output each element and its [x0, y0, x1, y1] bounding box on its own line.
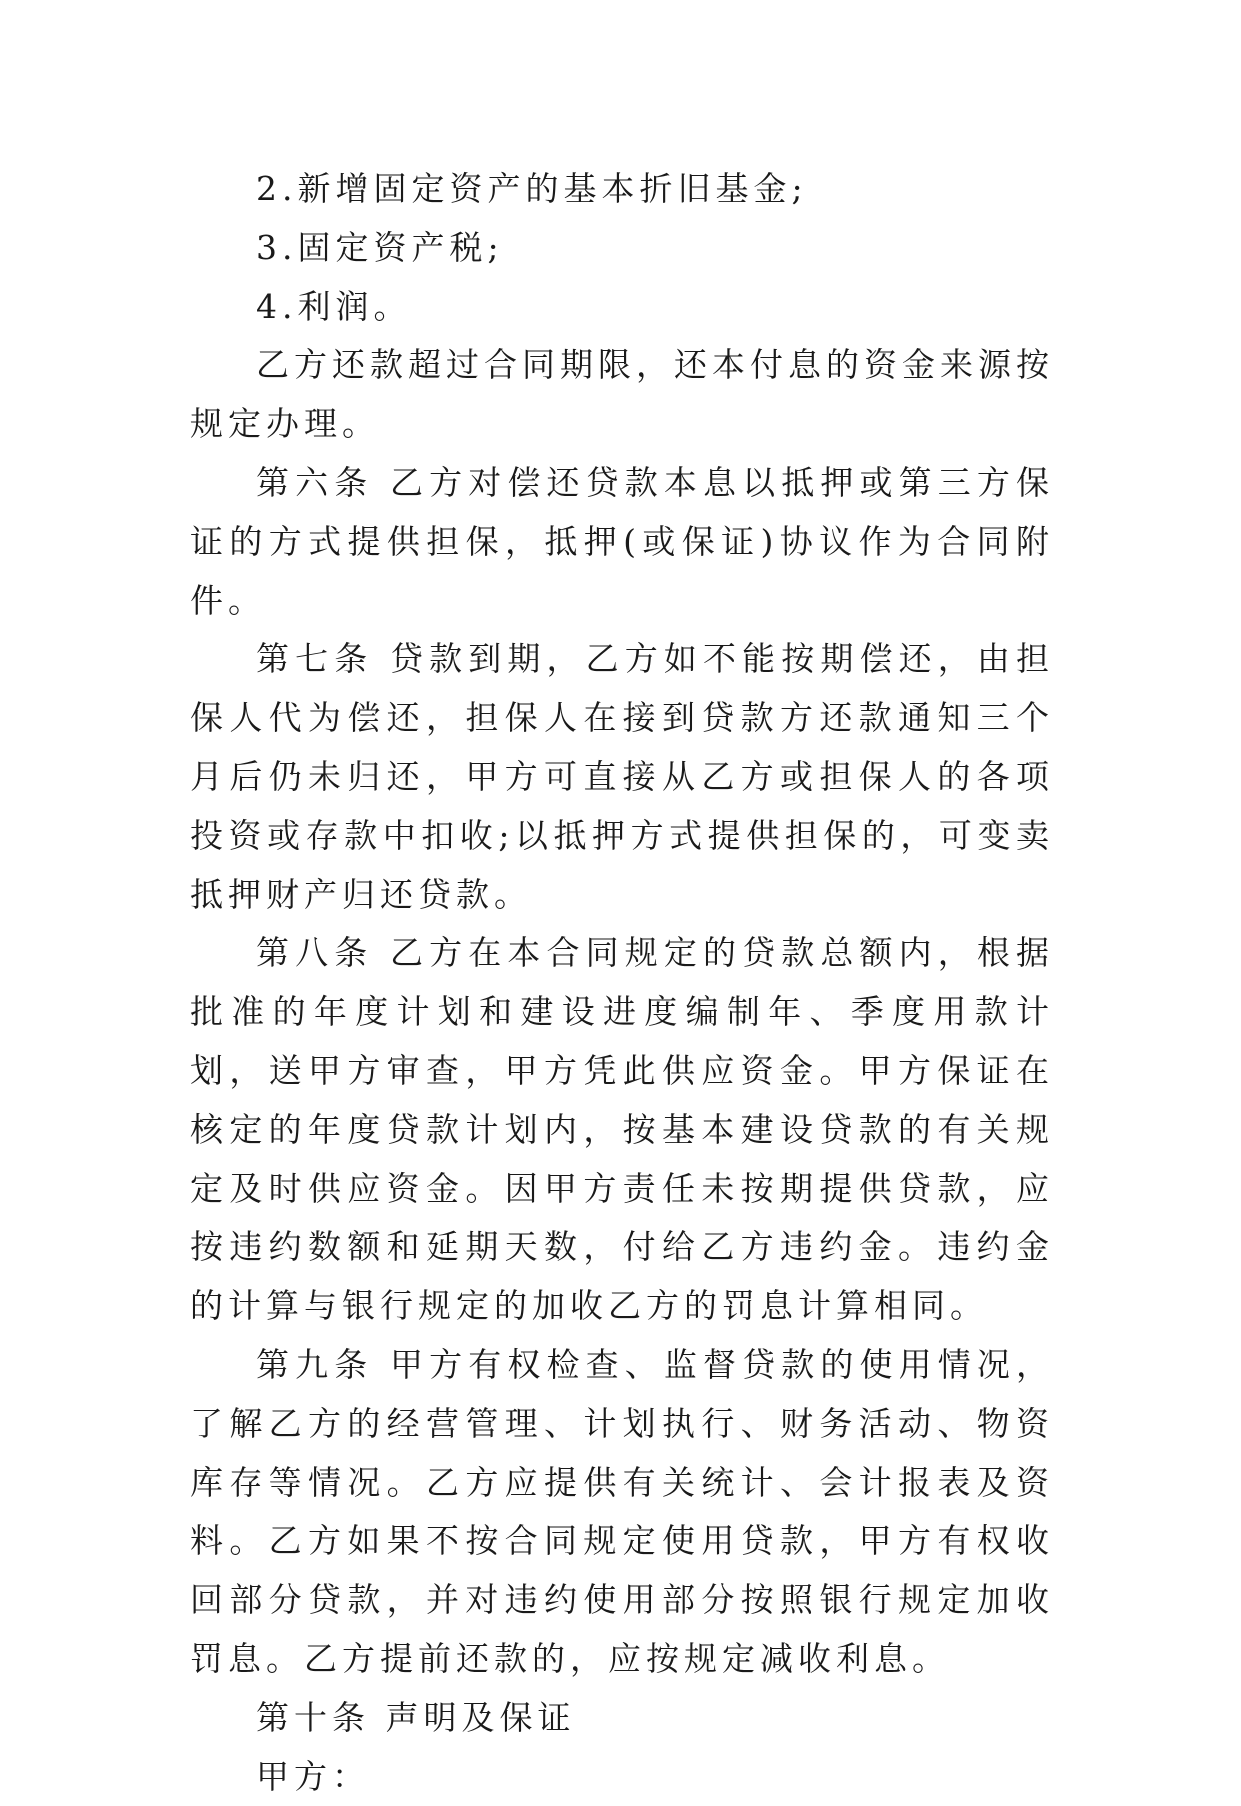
paragraph-item-3: 3.固定资产税; — [256, 227, 504, 267]
paragraph-item-2: 2.新增固定资产的基本折旧基金; — [256, 169, 808, 208]
article-8: 第八条 乙方在本合同规定的贷款总额内，根据批准的年度计划和建设进度编制年、季度用款计划，送甲方审查，甲方凭此供应资金。甲方保证在核定的年度贷款计划内，按基本建设贷款的有关规定及时供应资金。因甲方责任未按期提供贷款，应按违约数额和延期天数，付给乙方违约金。违约金的计算与银行规定的加收乙方的罚息计算相同。 — [190, 933, 1054, 1326]
article-7: 第七条 贷款到期，乙方如不能按期偿还，由担保人代为偿还，担保人在接到贷款方还款通知三个月后仍未归还，甲方可直接从乙方或担保人的各项投资或存款中扣收;以抵押方式提供担保的，可变卖抵押财产归还贷款。 — [190, 639, 1054, 914]
document-body — [190, 160, 1054, 1806]
paragraph-repayment-overdue: 乙方还款超过合同期限，还本付息的资金来源按规定办理。 — [190, 345, 1054, 444]
article-10-heading: 第十条 声明及保证 — [256, 1697, 576, 1737]
article-6: 第六条 乙方对偿还贷款本息以抵押或第三方保证的方式提供担保，抵押(或保证)协议作为合同附件。 — [190, 462, 1054, 620]
article-9: 第九条 甲方有权检查、监督贷款的使用情况，了解乙方的经营管理、计划执行、财务活动、物资库存等情况。乙方应提供有关统计、会计报表及资料。乙方如果不按合同规定使用贷款，甲方有权收回部分贷款，并对违约使用部分按照银行规定加收罚息。乙方提前还款的，应按规定减收利息。 — [190, 1344, 1054, 1678]
party-a-label: 甲方： — [256, 1756, 370, 1796]
paragraph-item-4: 4.利润。 — [256, 286, 412, 326]
